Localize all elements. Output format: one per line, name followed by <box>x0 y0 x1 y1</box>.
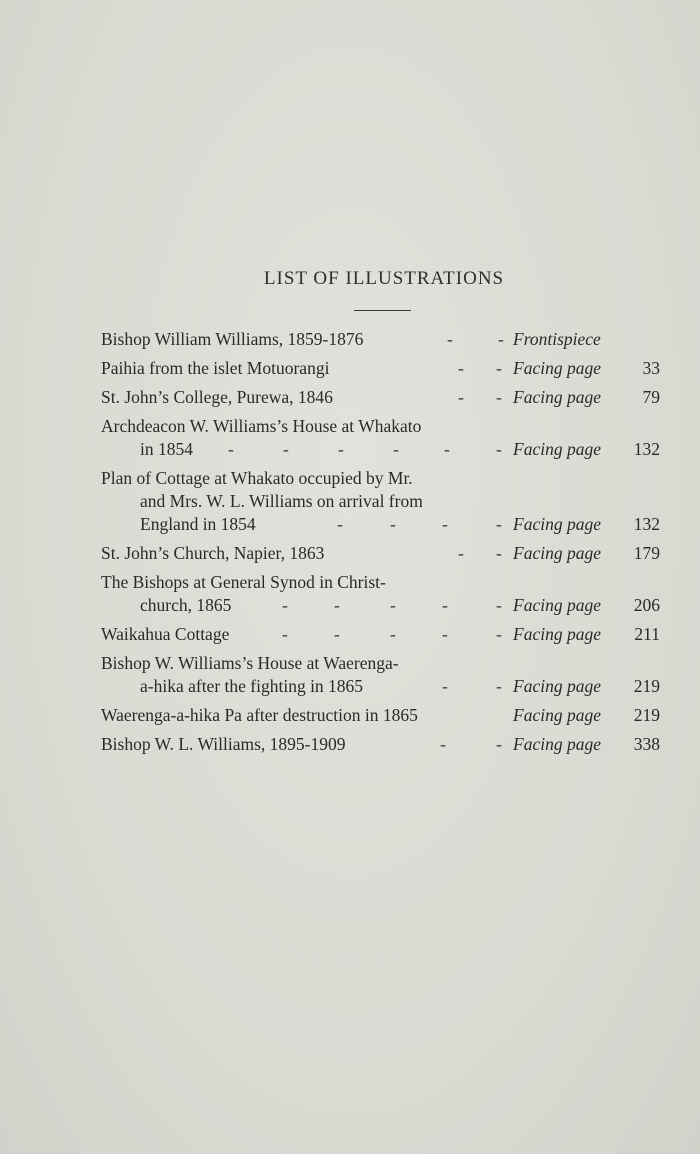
facing-label: Facing page <box>513 543 601 563</box>
entry-caption-line: Archdeacon W. Williams’s House at Whakato <box>101 416 422 436</box>
facing-label: Facing page <box>513 358 601 378</box>
entry-caption-line: Plan of Cottage at Whakato occupied by Mr. <box>101 468 413 488</box>
leader-dash: - <box>440 734 446 754</box>
entry-caption-line: Waikahua Cottage <box>101 624 230 644</box>
facing-label: Facing page <box>513 705 601 725</box>
leader-dash: - <box>496 595 502 615</box>
leader-dash: - <box>283 439 289 459</box>
page-number: 132 <box>633 439 660 459</box>
entry-caption-line: church, 1865 <box>140 595 232 615</box>
leader-dash: - <box>338 439 344 459</box>
entry-caption-line: St. John’s College, Purewa, 1846 <box>101 387 333 407</box>
leader-dash: - <box>337 514 343 534</box>
leader-dash: - <box>334 595 340 615</box>
facing-label: Facing page <box>513 676 601 696</box>
leader-dash: - <box>442 514 448 534</box>
leader-dash: - <box>334 624 340 644</box>
leader-dash: - <box>496 543 502 563</box>
page-number: 33 <box>642 358 660 378</box>
leader-dash: - <box>458 358 464 378</box>
facing-label: Facing page <box>513 387 601 407</box>
facing-label: Frontispiece <box>513 329 601 349</box>
facing-label: Facing page <box>513 595 601 615</box>
facing-label: Facing page <box>513 624 601 644</box>
facing-label: Facing page <box>513 734 601 754</box>
leader-dash: - <box>496 514 502 534</box>
leader-dash: - <box>447 329 453 349</box>
facing-label: Facing page <box>513 514 601 534</box>
page-number: 338 <box>633 734 660 754</box>
entry-caption-line: The Bishops at General Synod in Christ- <box>101 572 386 592</box>
leader-dash: - <box>390 514 396 534</box>
page-number: 179 <box>633 543 660 563</box>
leader-dash: - <box>498 329 504 349</box>
leader-dash: - <box>228 439 234 459</box>
leader-dash: - <box>496 676 502 696</box>
facing-label: Facing page <box>513 439 601 459</box>
entry-caption-line: Bishop W. Williams’s House at Waerenga- <box>101 653 399 673</box>
leader-dash: - <box>444 439 450 459</box>
entry-caption-line: Paihia from the islet Motuorangi <box>101 358 330 378</box>
page-number: 219 <box>633 705 660 725</box>
page-number: 206 <box>633 595 660 615</box>
entry-caption-line: and Mrs. W. L. Williams on arrival from <box>140 491 423 511</box>
leader-dash: - <box>496 439 502 459</box>
page-title: LIST OF ILLUSTRATIONS <box>263 268 505 289</box>
leader-dash: - <box>458 387 464 407</box>
leader-dash: - <box>393 439 399 459</box>
leader-dash: - <box>282 595 288 615</box>
leader-dash: - <box>496 358 502 378</box>
page-number: 132 <box>633 514 660 534</box>
entry-caption-line: Waerenga-a-hika Pa after destruction in 1865 <box>101 705 418 725</box>
leader-dash: - <box>390 595 396 615</box>
leader-dash: - <box>442 676 448 696</box>
entry-caption-line: St. John’s Church, Napier, 1863 <box>101 543 325 563</box>
entry-caption-line: Bishop William Williams, 1859-1876 <box>101 329 364 349</box>
leader-dash: - <box>496 387 502 407</box>
page-number: 79 <box>642 387 660 407</box>
page-number: 211 <box>634 624 660 644</box>
leader-dash: - <box>458 543 464 563</box>
entry-caption-line: Bishop W. L. Williams, 1895-1909 <box>101 734 346 754</box>
page-number: 219 <box>633 676 660 696</box>
leader-dash: - <box>442 595 448 615</box>
leader-dash: - <box>390 624 396 644</box>
leader-dash: - <box>496 624 502 644</box>
entry-caption-line: England in 1854 <box>140 514 256 534</box>
entry-caption-line: a-hika after the fighting in 1865 <box>140 676 364 696</box>
leader-dash: - <box>496 734 502 754</box>
leader-dash: - <box>282 624 288 644</box>
leader-dash: - <box>442 624 448 644</box>
entry-caption-line: in 1854 <box>140 439 193 459</box>
